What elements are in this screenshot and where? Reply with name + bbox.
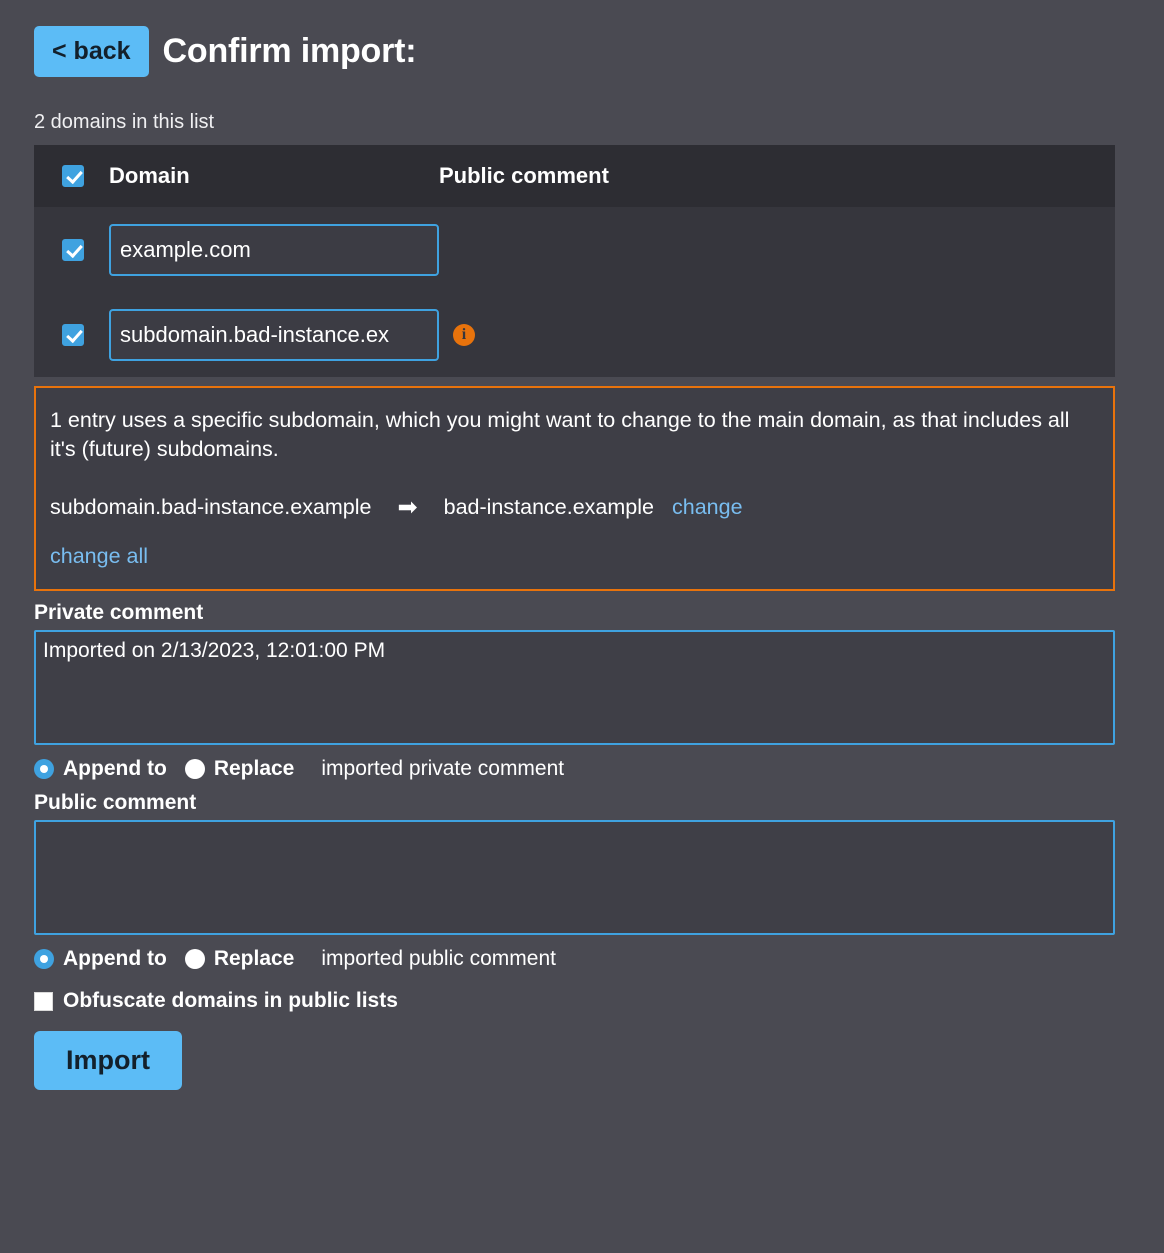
subdomain-mapping-row [50,493,1099,522]
obfuscate-row [34,989,1130,1013]
public-append-radio[interactable] [34,949,54,969]
arrow-right-icon: ➡ [397,494,418,522]
public-comment-mode-group [34,947,1130,971]
private-append-label: Append to [63,757,167,781]
domain-count-text: 2 domains in this list [34,111,215,133]
public-append-label: Append to [63,947,167,971]
private-mode-suffix: imported private comment [321,757,565,781]
page-title: Confirm import: [162,32,417,70]
domain-input[interactable] [109,309,439,361]
private-append-radio[interactable] [34,759,54,779]
back-button[interactable]: < back [34,26,149,77]
subdomain-notice [34,386,1115,591]
private-comment-mode-group [34,757,1130,781]
public-comment-label: Public comment [34,791,197,815]
info-icon[interactable]: i [453,324,475,346]
mapping-from: subdomain.bad-instance.example [50,495,372,520]
obfuscate-label: Obfuscate domains in public lists [63,989,398,1013]
select-all-checkbox[interactable] [62,165,84,187]
public-comment-textarea[interactable] [34,820,1115,935]
private-comment-label: Private comment [34,601,204,625]
table-row [34,292,1115,377]
obfuscate-checkbox[interactable] [34,992,53,1011]
domain-input[interactable] [109,224,439,276]
public-replace-radio[interactable] [185,949,205,969]
page-header [34,26,1130,77]
mapping-to: bad-instance.example [443,495,654,520]
row-checkbox[interactable] [62,239,84,261]
public-replace-label: Replace [213,947,295,971]
change-link[interactable]: change [671,495,743,520]
column-header-public-comment: Public comment [439,163,609,188]
table-header-row [34,145,1115,207]
table-row [34,207,1115,292]
notice-message: 1 entry uses a specific subdomain, which you might want to change to the main domain, as that includes all it's (future) subdomains. [50,408,1070,461]
row-checkbox[interactable] [62,324,84,346]
private-replace-radio[interactable] [185,759,205,779]
private-comment-textarea[interactable] [34,630,1115,745]
domain-table [34,145,1115,377]
import-button[interactable]: Import [34,1031,182,1090]
change-all-link[interactable]: change all [50,544,149,569]
column-header-domain: Domain [109,163,190,188]
public-mode-suffix: imported public comment [321,947,556,971]
private-replace-label: Replace [213,757,295,781]
